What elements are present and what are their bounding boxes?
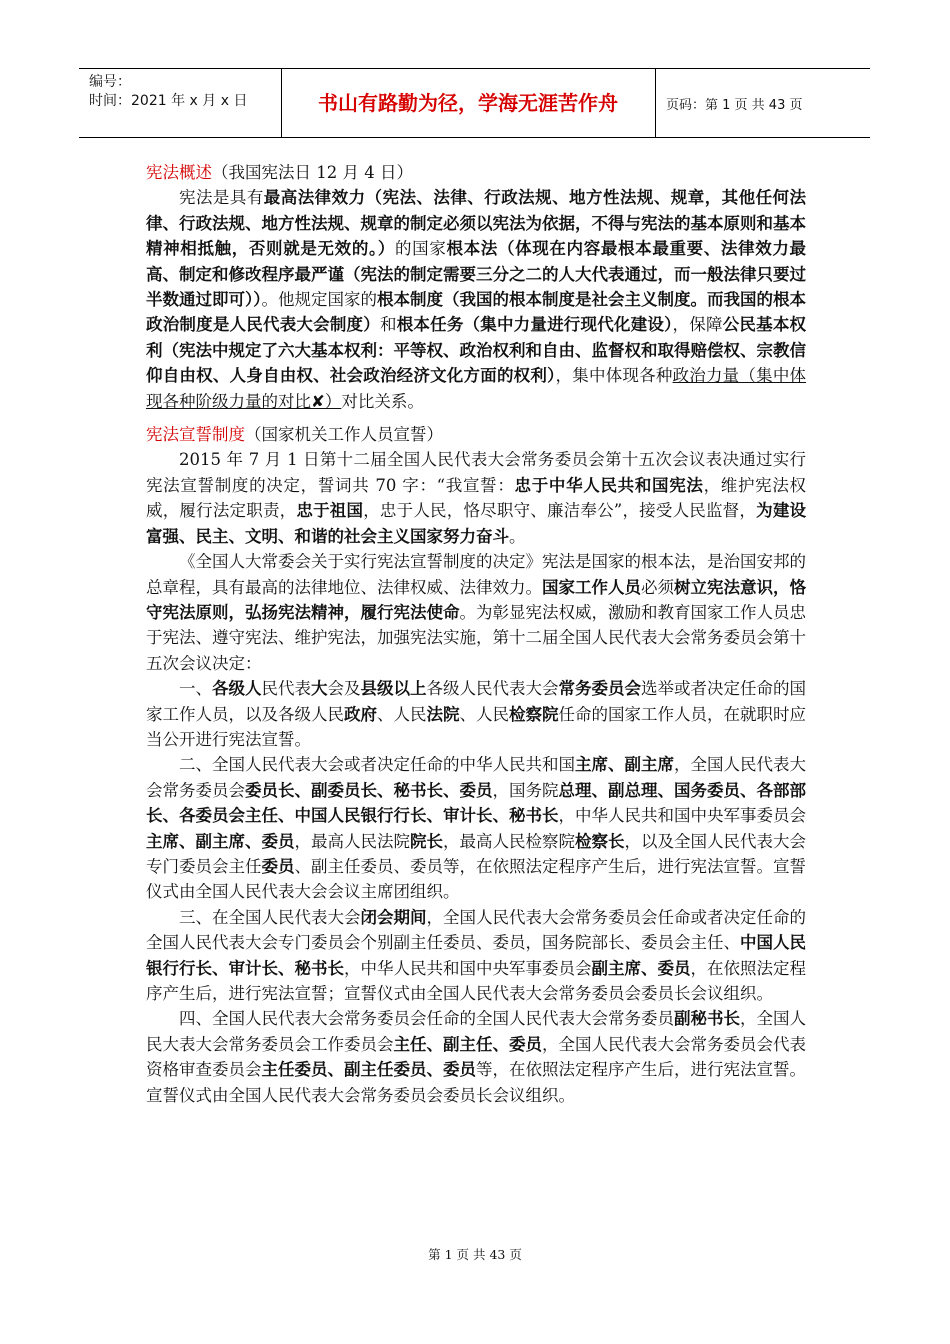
text-run: ，全国人民大表大会常务委员会工作委员会 (146, 1009, 806, 1054)
text-run: 《全国人大常委会关于实行宪法宣誓制度的决定》宪法是国家的根本法，是治国安邦的总章程，具有最高的法律地位、法律权威、法律效力。 (146, 552, 806, 597)
section-heading (146, 160, 806, 185)
page-footer: 第 1 页 共 43 页 (428, 1247, 522, 1262)
bold-text: 委员 (261, 856, 295, 876)
text-run: 。为彰显宪法权威，激励和教育国家工作人员忠于宪法、遵守宪法、维护宪法，加强宪法实施，第十二届全国人民代表大会常务委员会第十五次会议决定： (146, 602, 806, 673)
bold-text: 各级人 (212, 679, 262, 699)
text-run: ，中华人民共和国中央军事委员会 (344, 958, 592, 978)
text-run: 会及 (327, 679, 361, 699)
document-body (146, 160, 806, 1108)
text-run: 中体现各种 (588, 366, 673, 386)
section-heading (146, 422, 806, 447)
bold-text: 院长 (410, 831, 443, 851)
paragraph (146, 185, 806, 414)
bold-text: 根本制度（我国的根本制度是社会主义制度。而我国的根本政治制度是人民代表大会制度） (146, 290, 806, 335)
bold-text: 政府 (344, 704, 377, 724)
bold-text: 主任委员、副主任委员、委员 (261, 1060, 476, 1080)
paragraph (146, 447, 806, 549)
text-run: 的国家 (395, 239, 447, 259)
list-item (146, 676, 806, 752)
header-motto: 书山有路勤为径，学海无涯苦作舟 (318, 91, 618, 115)
text-run: ，维护宪法权威，履行法定职责， (146, 475, 807, 521)
paragraph (146, 549, 806, 676)
header-meta (89, 73, 247, 111)
text-run: ，全国人民代表大会常务委员会代表资格审查委员会 (146, 1034, 806, 1080)
text-run: 宪法是具有 (179, 188, 264, 208)
bold-text: 最高法律效力（宪法、法律、行政法规、地方性法规、规章，其他任何法律、行政法规、地方性法规、规章的制定必须以宪法为依据，不得与宪法的基本原则和基本精神相抵触，否则就是无效的。） (146, 188, 807, 259)
text-run: ，国务院 (492, 780, 559, 800)
bold-text: 中国人民银行行长、审计长、秘书长 (146, 933, 806, 978)
text-run: ，全国人民代表大会常务委员会 (146, 755, 806, 800)
section-title-note: （国家机关工作人员宣誓） (245, 425, 443, 445)
bold-text: 检察院 (509, 704, 559, 724)
bold-text: 主席、副主席、委员 (146, 831, 295, 851)
bold-text: 县级以上 (360, 679, 427, 699)
bold-text: 大 (311, 679, 328, 699)
text-run: ，保障 (672, 315, 723, 335)
bold-text: 常务委员会 (558, 679, 641, 699)
list-item (146, 752, 806, 904)
list-item (146, 1006, 806, 1108)
text-run: 。他规定国家的 (261, 290, 377, 310)
bold-text: 为建设富强、民主、文明、和谐的社会主义国家努力奋斗 (146, 501, 807, 546)
bold-text: 公民基本权利（宪法中规定了六大基本权利：平等权、政治权利和自由、监督权和取得赔偿权、宗教信仰自由权、人身自由权、社会政治经济文化方面的权利） (146, 315, 807, 386)
bold-text: 根本任务（集中力量进行现代化建设） (396, 315, 673, 335)
text-run: ，忠于人民，恪尽职守、廉洁奉公”，接受人民监督， (363, 501, 757, 521)
bold-text: 副主席、委员 (591, 958, 691, 978)
text-run: 、副主任委员、委员等，在依照法定程序产生后，进行宪法宣誓。宣誓仪式由全国人民代表大会会议主席团组织。 (146, 856, 806, 902)
header-page-info: 页码：第 1 页 共 43 页 (666, 98, 803, 113)
document-date: 时间：2021 年 x 月 x 日 (89, 93, 248, 109)
header-divider (655, 69, 656, 137)
page-header (79, 68, 870, 138)
text-run: 民代表 (261, 679, 311, 699)
text-run: 和 (379, 315, 397, 335)
text-run: ，在依照法定程序产生后，进行宪法宣誓；宣誓仪式由全国人民代表大会常务委员会委员长会议组织。 (146, 958, 806, 1003)
text-run: 、人民 (459, 704, 509, 724)
bold-text: 委员长、副委员长、秘书长、委员 (245, 780, 493, 800)
section-title: 宪法概述 (146, 163, 212, 182)
text-run: 三、在全国人民代表大会 (179, 907, 361, 927)
underlined-text: 政治力量（集中体现各种阶级力量的对比✘） (146, 366, 807, 411)
section-title: 宪法宣誓制度 (146, 425, 245, 445)
text-run: ，集 (555, 366, 589, 386)
bold-text: 根本法（体现在内容最根本最重要、法律效力最高、制定和修改程序最严谨（宪法的制定需要三分之二的人大代表通过，而一般法律只要过半数通过即可）） (146, 239, 807, 310)
section-title-note: （我国宪法日 12 月 4 日） (212, 163, 413, 182)
text-run: ，最高人民检察院 (443, 831, 575, 851)
text-run: 。 (509, 526, 526, 546)
bold-text: 国家工作人员 (542, 577, 641, 597)
bold-text: 主席、副主席 (575, 755, 674, 775)
bold-text: 主任、副主任、委员 (393, 1034, 542, 1054)
text-run: ，中华人民共和国中央军事委员会 (558, 806, 806, 826)
bold-text: 闭会期间 (360, 907, 427, 927)
bold-text: 检察长 (575, 831, 625, 851)
text-run: 二、全国人民代表大会或者决定任命的中华人民共和国 (179, 755, 575, 775)
text-run: 等，在依照法定程序产生后，进行宪法宣誓。宣誓仪式由全国人民代表大会常务委员会委员长会议组织。 (146, 1060, 806, 1105)
document-number: 编号： (89, 74, 131, 90)
bold-text: 总理、副总理、国务委员、各部部长、各委员会主任、中国人民银行行长、审计长、秘书长 (146, 780, 806, 826)
text-run: ，全国人民代表大会常务委员会任命或者决定任命的全国人民代表大会专门委员会个别副主任委员、委员，国务院部长、委员会主任、 (146, 907, 806, 953)
text-run: 、人民 (377, 704, 427, 724)
text-run: 任命的国家工作人员，在就职时应当公开进行宪法宣誓。 (146, 704, 806, 749)
bold-text: 忠于中华人民共和国宪法 (514, 475, 704, 495)
text-run: 选举或者决定任命的国家工作人员，以及各级人民 (146, 679, 806, 724)
text-run: 2015 年 7 月 1 日第十二届全国人民代表大会常务委员会第十五次会议表决通过实行宪法宣誓制度的决定，誓词共 70 字：“我宣誓： (146, 450, 806, 495)
list-item (146, 905, 806, 1007)
text-run: ，最高人民法院 (294, 831, 410, 851)
bold-text: 树立宪法意识，恪守宪法原则，弘扬宪法精神，履行宪法使命 (146, 577, 806, 622)
text-run: 各级人民代表大会 (426, 679, 559, 699)
bold-text: 法院 (426, 704, 460, 724)
text-run: ，以及全国人民代表大会专门委员会主任 (146, 831, 806, 876)
text-run: 必须 (641, 577, 674, 597)
text-run: 一、 (179, 679, 212, 699)
bold-text: 副秘书长 (674, 1009, 740, 1029)
text-run: 四、全国人民代表大会常务委员会任命的全国人民代表大会常务委员 (179, 1009, 674, 1029)
bold-text: 忠于祖国 (296, 501, 364, 521)
text-run: 对比关系。 (341, 391, 424, 411)
